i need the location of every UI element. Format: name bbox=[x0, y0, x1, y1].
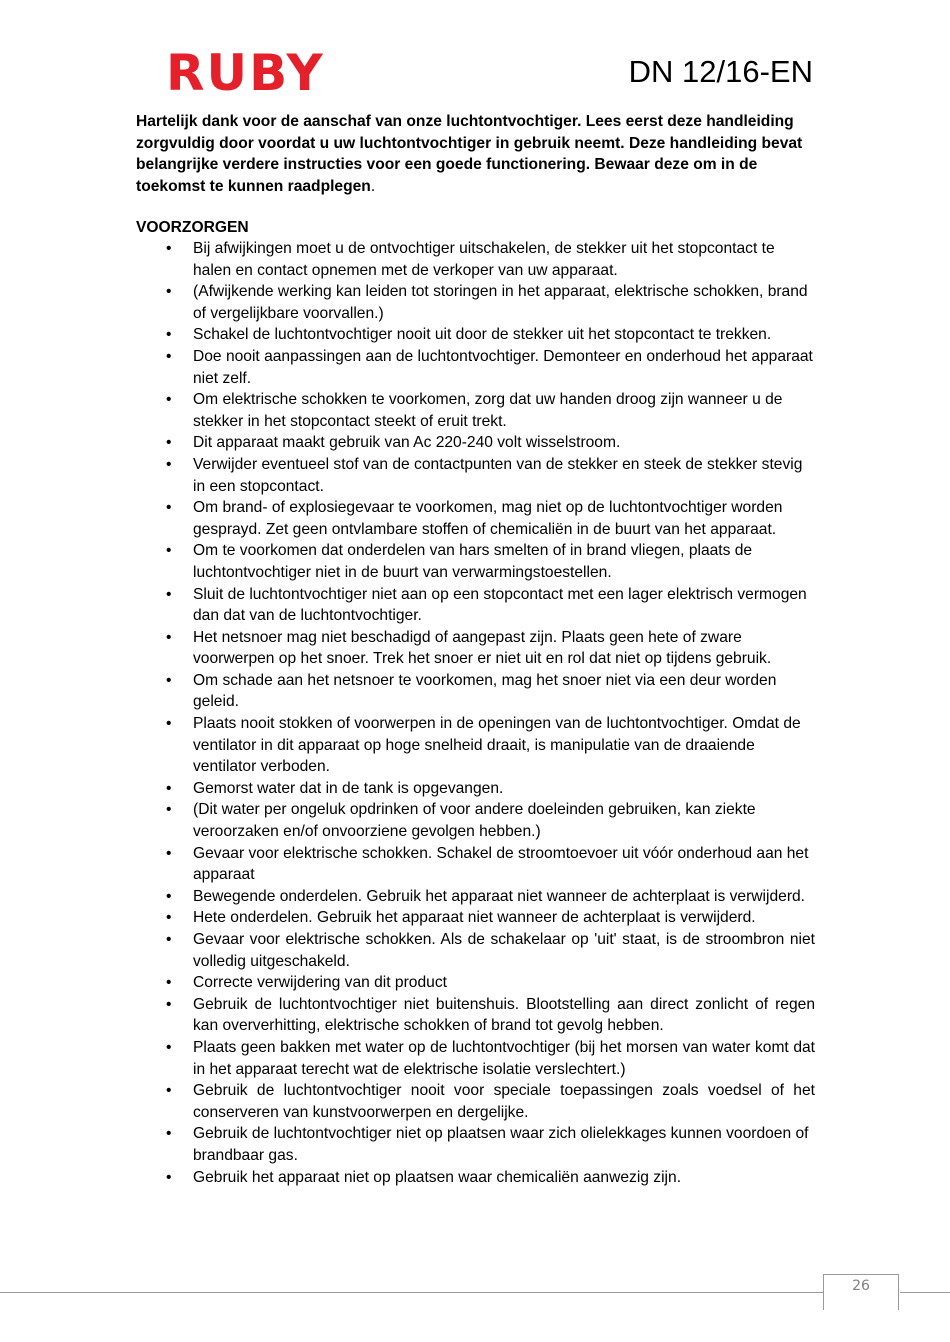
list-item: • Hete onderdelen. Gebruik het apparaat niet wanneer de achterplaat is verwijderd. bbox=[193, 907, 815, 929]
list-item: • Het netsnoer mag niet beschadigd of aangepast zijn. Plaats geen hete of zware voorwerpen op het snoer. Trek het snoer er niet uit en rol dat niet op tijdens gebruik. bbox=[193, 627, 815, 670]
list-item: • (Dit water per ongeluk opdrinken of voor andere doeleinden gebruiken, kan ziekte veroorzaken en/of onvoorziene gevolgen hebben.) bbox=[193, 799, 815, 842]
list-item: • Gevaar voor elektrische schokken. Schakel de stroomtoevoer uit vóór onderhoud aan het apparaat bbox=[193, 843, 815, 886]
intro-bold-text: Hartelijk dank voor de aanschaf van onze luchtontvochtiger. Lees eerst deze handleiding zorgvuldig door voordat u uw luchtontvochtiger in gebruik neemt. Deze handleiding bevat belangrijke verdere instructies voor een goede functionering. Bewaar deze om in de toekomst te kunnen raadplegen bbox=[136, 113, 803, 195]
list-item: • Doe nooit aanpassingen aan de luchtontvochtiger. Demonteer en onderhoud het apparaat niet zelf. bbox=[193, 346, 815, 389]
footer-divider-right bbox=[900, 1292, 950, 1293]
precautions-list bbox=[193, 238, 815, 1188]
list-item: • Verwijder eventueel stof van de contactpunten van de stekker en steek de stekker stevig in een stopcontact. bbox=[193, 454, 815, 497]
intro-end-text: . bbox=[370, 177, 376, 195]
list-item: • Om brand- of explosiegevaar te voorkomen, mag niet op de luchtontvochtiger worden gesprayd. Zet geen ontvlambare stoffen of chemicaliën in de buurt van het apparaat. bbox=[193, 497, 815, 540]
list-item: • (Afwijkende werking kan leiden tot storingen in het apparaat, elektrische schokken, brand of vergelijkbare voorvallen.) bbox=[193, 281, 815, 324]
list-item: • Plaats nooit stokken of voorwerpen in de openingen van de luchtontvochtiger. Omdat de ventilator in dit apparaat op hoge snelheid draait, is manipulatie van de draaiende ventilator verboden. bbox=[193, 713, 815, 778]
footer-divider-left bbox=[0, 1292, 823, 1293]
list-item: • Plaats geen bakken met water op de luchtontvochtiger (bij het morsen van water komt dat in het apparaat terecht wat de elektrische isolatie verslechtert.) bbox=[193, 1037, 815, 1080]
list-item: • Schakel de luchtontvochtiger nooit uit door de stekker uit het stopcontact te trekken. bbox=[193, 324, 815, 346]
page-number: 26 bbox=[852, 1278, 870, 1294]
ruby-logo: RUBY bbox=[166, 44, 325, 102]
list-item: • Gebruik de luchtontvochtiger niet op plaatsen waar zich olielekkages kunnen voordoen of brandbaar gas. bbox=[193, 1123, 815, 1166]
list-item: • Gevaar voor elektrische schokken. Als de schakelaar op 'uit' staat, is de stroombron niet volledig uitgeschakeld. bbox=[193, 929, 815, 972]
list-item: • Gebruik de luchtontvochtiger nooit voor speciale toepassingen zoals voedsel of het conserveren van kunstvoorwerpen en dergelijke. bbox=[193, 1080, 815, 1123]
list-item: • Om schade aan het netsnoer te voorkomen, mag het snoer niet via een deur worden geleid. bbox=[193, 670, 815, 713]
list-item: • Gemorst water dat in de tank is opgevangen. bbox=[193, 778, 815, 800]
list-item: • Sluit de luchtontvochtiger niet aan op een stopcontact met een lager elektrisch vermogen dan dat van de luchtontvochtiger. bbox=[193, 584, 815, 627]
list-item: • Om te voorkomen dat onderdelen van hars smelten of in brand vliegen, plaats de luchtontvochtiger niet in de buurt van verwarmingstoestellen. bbox=[193, 540, 815, 583]
intro-paragraph bbox=[136, 111, 816, 197]
list-item: • Gebruik het apparaat niet op plaatsen waar chemicaliën aanwezig zijn. bbox=[193, 1167, 815, 1189]
list-item: • Gebruik de luchtontvochtiger niet buitenshuis. Blootstelling aan direct zonlicht of regen kan oververhitting, elektrische schokken of brand tot gevolg hebben. bbox=[193, 994, 815, 1037]
list-item: • Bij afwijkingen moet u de ontvochtiger uitschakelen, de stekker uit het stopcontact te halen en contact opnemen met de verkoper van uw apparaat. bbox=[193, 238, 815, 281]
list-item: • Bewegende onderdelen. Gebruik het apparaat niet wanneer de achterplaat is verwijderd. bbox=[193, 886, 815, 908]
list-item: • Om elektrische schokken te voorkomen, zorg dat uw handen droog zijn wanneer u de stekker in het stopcontact steekt of eruit trekt. bbox=[193, 389, 815, 432]
list-item: • Dit apparaat maakt gebruik van Ac 220-240 volt wisselstroom. bbox=[193, 432, 815, 454]
document-number: DN 12/16-EN bbox=[628, 54, 813, 89]
precautions-heading: VOORZORGEN bbox=[136, 219, 249, 236]
list-item: • Correcte verwijdering van dit product bbox=[193, 972, 815, 994]
